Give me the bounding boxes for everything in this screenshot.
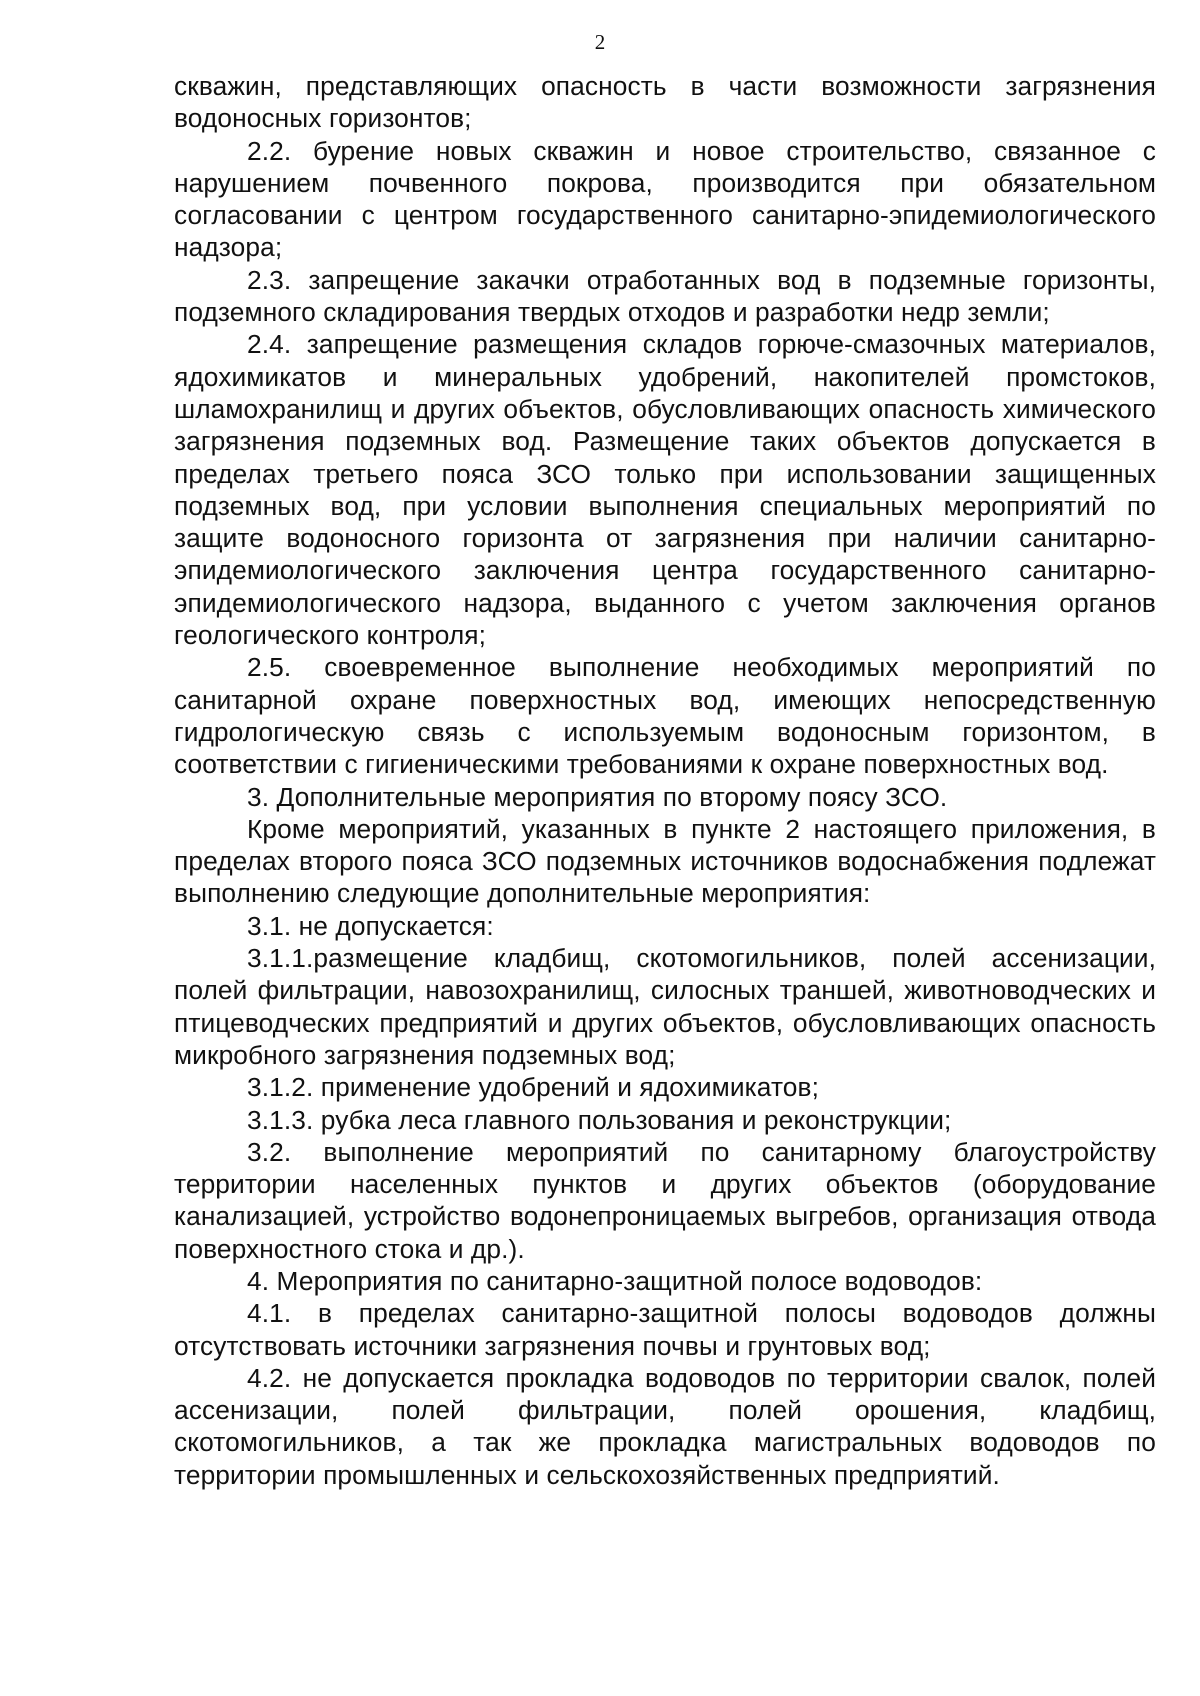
- page-number: 2: [594, 30, 606, 54]
- paragraph-3-1-3: 3.1.3. рубка леса главного пользования и реконструкции;: [247, 1104, 952, 1135]
- document-body: [174, 70, 1156, 1491]
- paragraph-2-5: 2.5. своевременное выполнение необходимых мероприятий по санитарной охране поверхностных вод, имеющих непосредственную гидрологическую связь с используемым водоносным горизонтом, в соответствии с гигиеническими требованиями к охране поверхностных вод.: [174, 652, 1156, 780]
- paragraph-3-1: 3.1. не допускается:: [247, 910, 494, 941]
- paragraph-3-intro: Кроме мероприятий, указанных в пункте 2 настоящего приложения, в пределах второго пояса ЗСО подземных источников водоснабжения подлежат выполнению следующие дополнительные мероприятия:: [174, 813, 1156, 909]
- paragraph-2-4: 2.4. запрещение размещения складов горюче-смазочных материалов, ядохимикатов и минеральных удобрений, накопителей промстоков, шламохранилищ и других объектов, обусловливающих опасность химического загрязнения подземных вод. Размещение таких объектов допускается в пределах третьего пояса ЗСО только при использовании защищенных подземных вод, при условии выполнения специальных мероприятий по защите водоносного горизонта от загрязнения при наличии санитарно-эпидемиологического заключения центра государственного санитарно-эпидемиологического надзора, выданного с учетом заключения органов геологического контроля;: [174, 329, 1156, 651]
- paragraph-3-1-2: 3.1.2. применение удобрений и ядохимикатов;: [247, 1072, 820, 1103]
- paragraph-4-1: 4.1. в пределах санитарно-защитной полосы водоводов должны отсутствовать источники загрязнения почвы и грунтовых вод;: [174, 1298, 1156, 1361]
- paragraph-2-3: 2.3. запрещение закачки отработанных вод в подземные горизонты, подземного складирования твердых отходов и разработки недр земли;: [174, 264, 1156, 328]
- paragraph-3-2: 3.2. выполнение мероприятий по санитарному благоустройству территории населенных пунктов и других объектов (оборудование канализацией, устройство водонепроницаемых выгребов, организация отвода поверхностного стока и др.).: [174, 1136, 1156, 1264]
- paragraph-4-2: 4.2. не допускается прокладка водоводов по территории свалок, полей ассенизации, полей фильтрации, полей орошения, кладбищ, скотомогильников, а так же прокладка магистральных водоводов по территории промышленных и сельскохозяйственных предприятий.: [174, 1362, 1156, 1490]
- paragraph-3-1-1: 3.1.1.размещение кладбищ, скотомогильников, полей ассенизации, полей фильтрации, навозохранилищ, силосных траншей, животноводческих и птицеводческих предприятий и других объектов, обусловливающих опасность микробного загрязнения подземных вод;: [174, 943, 1156, 1070]
- paragraph-3-heading: 3. Дополнительные мероприятия по второму поясу ЗСО.: [247, 781, 948, 812]
- paragraph-4-heading: 4. Мероприятия по санитарно-защитной полосе водоводов:: [247, 1265, 983, 1296]
- paragraph-continuation: скважин, представляющих опасность в части возможности загрязнения водоносных горизонтов;: [174, 71, 1156, 134]
- paragraph-2-2: 2.2. бурение новых скважин и новое строительство, связанное с нарушением почвенного покрова, производится при обязательном согласовании с центром государственного санитарно-эпидемиологического надзора;: [174, 135, 1156, 263]
